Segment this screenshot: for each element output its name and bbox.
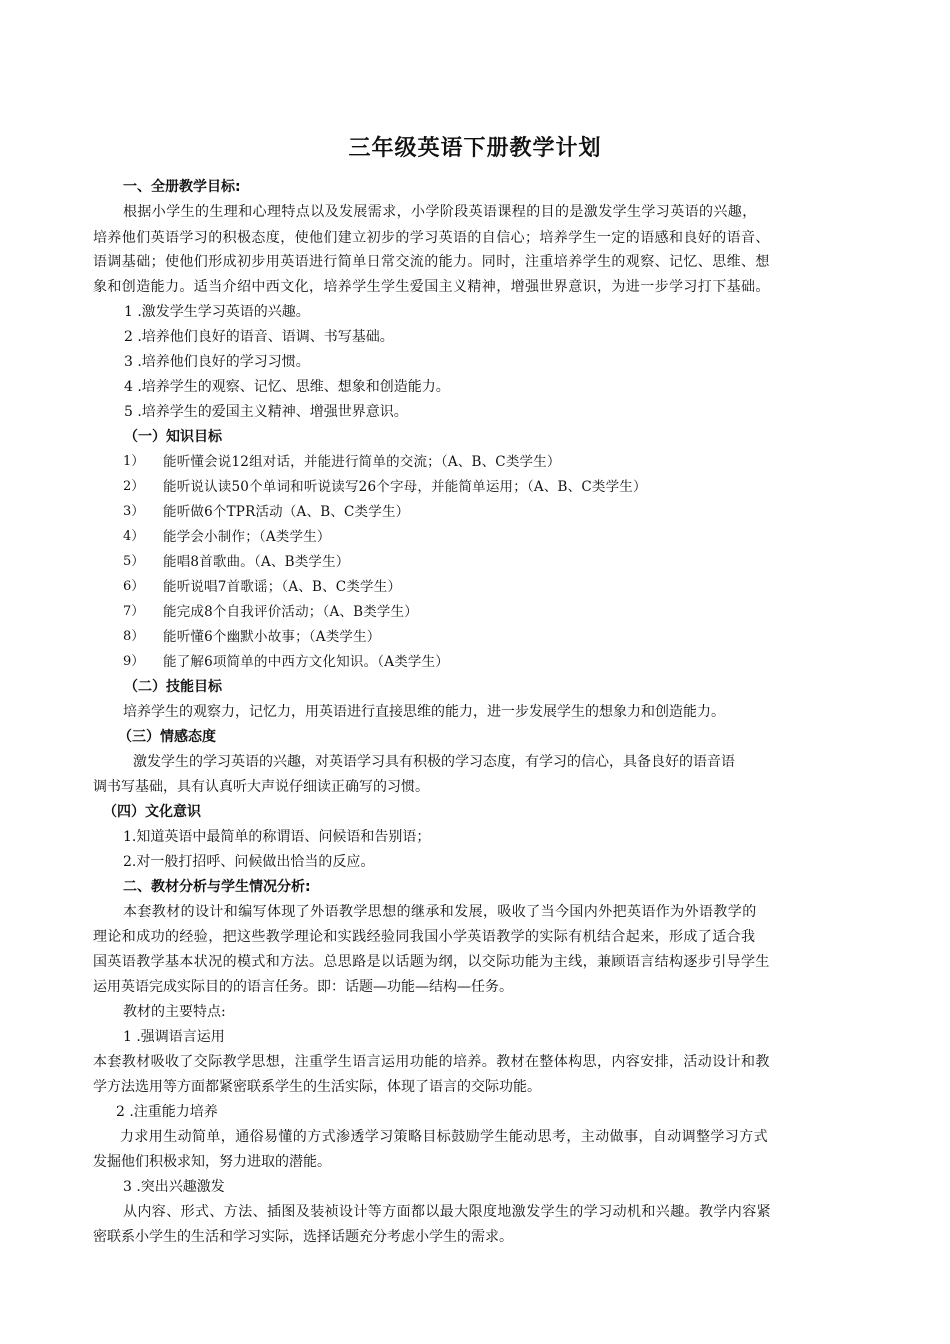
feature-title: 3 .突出兴趣激发 — [123, 1179, 225, 1195]
paragraph-line: 语调基础；使他们形成初步用英语进行简单日常交流的能力。同时，注重培养学生的观察、记忆、思维、想 — [93, 254, 770, 270]
knowledge-goals-heading: （一）知识目标 — [124, 429, 222, 445]
paragraph-line: 从内容、形式、方法、插图及装祯设计等方面都以最大限度地激发学生的学习动机和兴趣。教学内容紧 — [123, 1204, 771, 1220]
list-item: 能唱8首歌曲。（A、B类学生） — [163, 554, 350, 570]
list-item-number: 1） — [123, 454, 145, 469]
list-item: 能听懂会说12组对话，并能进行简单的交流；（A、B、C类学生） — [163, 454, 561, 470]
attitude-heading: （三）情感态度 — [118, 729, 216, 745]
list-item-number: 7） — [123, 604, 145, 619]
section-1-heading: 一、全册教学目标: — [123, 179, 241, 195]
list-item-number: 6） — [123, 579, 145, 594]
paragraph-line: 本套教材吸收了交际教学思想，注重学生语言运用功能的培养。教材在整体构思，内容安排，活动设计和教 — [93, 1054, 770, 1070]
list-item-number: 4） — [123, 529, 145, 544]
feature-title: 1 .强调语言运用 — [123, 1029, 225, 1045]
list-item: 能学会小制作；（A类学生） — [163, 529, 331, 545]
list-item: 能了解6项简单的中西方文化知识。（A类学生） — [163, 654, 449, 670]
list-item-number: 3） — [123, 504, 145, 519]
list-item: 能听懂6个幽默小故事；（A类学生） — [163, 629, 381, 645]
culture-item: 2.对一般打招呼、问候做出恰当的反应。 — [123, 854, 375, 870]
page-title: 三年级英语下册教学计划 — [348, 135, 602, 161]
paragraph-line: 力求用生动简单，通俗易懂的方式渗透学习策略目标鼓励学生能动思考，主动做事，自动调整学习方式 — [120, 1129, 768, 1145]
features-label: 教材的主要特点: — [123, 1004, 226, 1020]
culture-heading: （四）文化意识 — [103, 804, 201, 820]
paragraph-line: 发掘他们积极求知，努力进取的潜能。 — [93, 1154, 331, 1170]
list-item: 能完成8个自我评价活动；（A、B类学生） — [163, 604, 419, 620]
skill-goals-heading: （二）技能目标 — [124, 679, 222, 695]
paragraph-line: 培养学生的观察力，记忆力，用英语进行直接思维的能力，进一步发展学生的想象力和创造能力。 — [123, 704, 725, 720]
paragraph-line: 本套教材的设计和编写体现了外语教学思想的继承和发展，吸收了当今国内外把英语作为外语教学的 — [123, 904, 757, 920]
section-2-heading: 二、教材分析与学生情况分析: — [123, 879, 311, 895]
paragraph-line: 学方法选用等方面都紧密联系学生的生活实际，体现了语言的交际功能。 — [93, 1079, 541, 1095]
list-item-number: 9） — [123, 654, 145, 669]
goal-item: 3 .培养他们良好的学习习惯。 — [124, 354, 310, 370]
feature-title: 2 .注重能力培养 — [116, 1104, 218, 1120]
paragraph-line: 国英语教学基本状况的模式和方法。总思路是以话题为纲，以交际功能为主线，兼顾语言结构逐步引导学生 — [93, 954, 770, 970]
paragraph-line: 运用英语完成实际目的的语言任务。即：话题—功能—结构—任务。 — [93, 979, 513, 995]
list-item-number: 2） — [123, 479, 145, 494]
paragraph-line: 象和创造能力。适当介绍中西文化，培养学生学生爱国主义精神，增强世界意识，为进一步学习打下基础。 — [93, 279, 770, 295]
paragraph-line: 根据小学生的生理和心理特点以及发展需求，小学阶段英语课程的目的是激发学生学习英语的兴趣， — [123, 204, 757, 220]
list-item: 能听说认读50个单词和听说读写26个字母，并能简单运用；（A、B、C类学生） — [163, 479, 647, 495]
list-item-number: 8） — [123, 629, 145, 644]
paragraph-line: 调书写基础，具有认真听大声说仔细读正确写的习惯。 — [93, 779, 429, 795]
list-item: 能听说唱7首歌谣；（A、B、C类学生） — [163, 579, 402, 595]
goal-item: 4 .培养学生的观察、记忆、思维、想象和创造能力。 — [124, 379, 450, 395]
paragraph-line: 理论和成功的经验，把这些教学理论和实践经验同我国小学英语教学的实际有机结合起来，形成了适合我 — [93, 929, 756, 945]
list-item: 能听做6个TPR活动（A、B、C类学生） — [163, 504, 410, 520]
paragraph-line: 培养他们英语学习的积极态度，使他们建立初步的学习英语的自信心；培养学生一定的语感和良好的语音、 — [93, 230, 770, 246]
goal-item: 5 .培养学生的爱国主义精神、增强世界意识。 — [124, 404, 408, 420]
list-item-number: 5） — [123, 554, 145, 569]
paragraph-line: 激发学生的学习英语的兴趣，对英语学习具有积极的学习态度，有学习的信心，具备良好的语音语 — [133, 754, 735, 770]
goal-item: 2 .培养他们良好的语音、语调、书写基础。 — [124, 329, 394, 345]
goal-item: 1 .激发学生学习英语的兴趣。 — [124, 304, 310, 320]
paragraph-line: 密联系小学生的生活和学习实际，选择话题充分考虑小学生的需求。 — [93, 1229, 513, 1245]
culture-item: 1.知道英语中最简单的称谓语、问候语和告别语； — [123, 829, 431, 845]
